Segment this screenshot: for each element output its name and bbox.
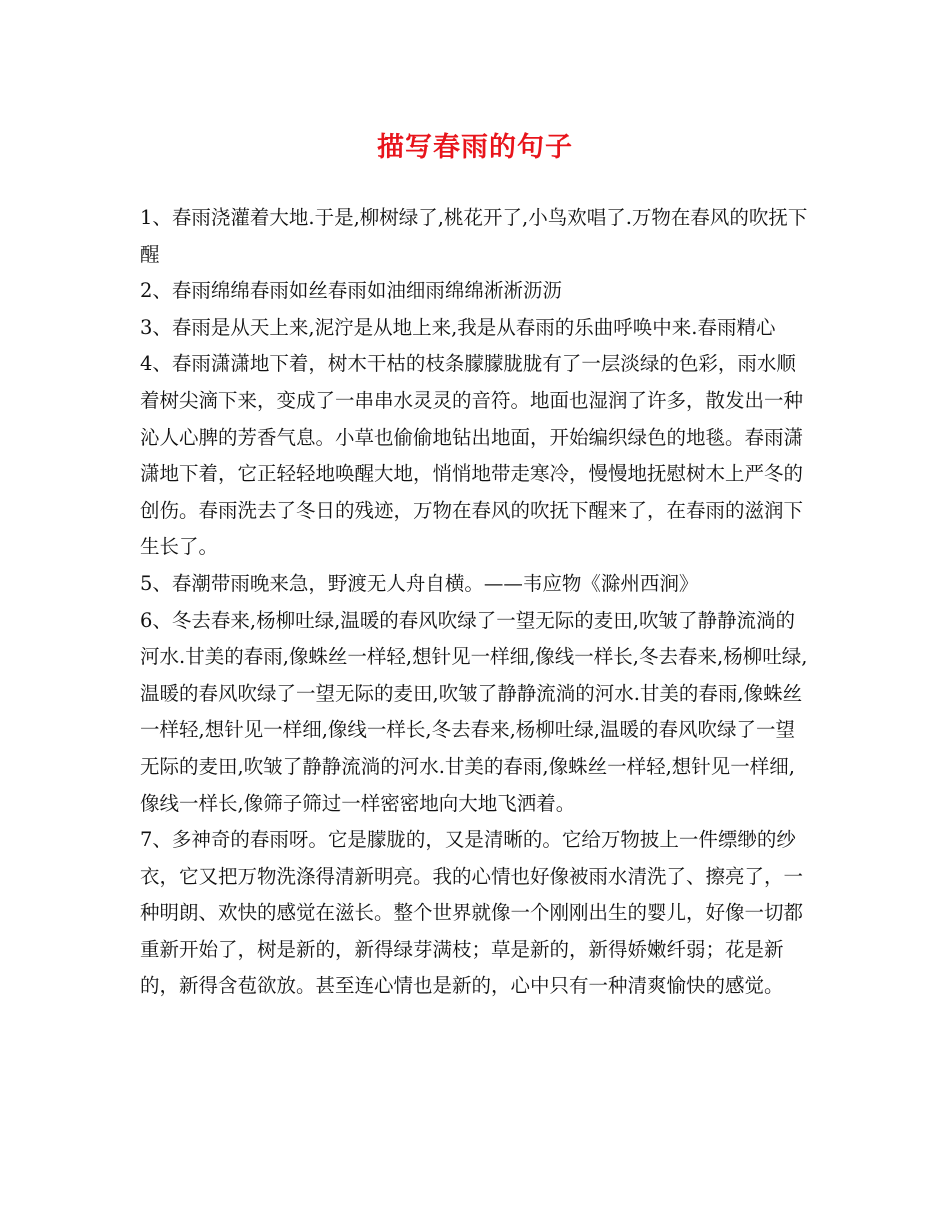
- paragraph-2: 2、春雨绵绵春雨如丝春雨如油细雨绵绵淅淅沥沥: [140, 279, 562, 303]
- document-body: [140, 200, 812, 1005]
- paragraph-1: 1、春雨浇灌着大地.于是,柳树绿了,桃花开了,小鸟欢唱了.万物在春风的吹抚下醒: [140, 206, 808, 266]
- paragraph-6: 6、冬去春来,杨柳吐绿,温暖的春风吹绿了一望无际的麦田,吹皱了静静流淌的河水.甘美的春雨,像蛛丝一样轻,想针见一样细,像线一样长,冬去春来,杨柳吐绿,温暖的春风吹绿了一望无际的麦田,吹皱了静静流淌的河水.甘美的春雨,像蛛丝一样轻,想针见一样细,像线一样长,冬去春来,杨柳吐绿,温暖的春风吹绿了一望无际的麦田,吹皱了静静流淌的河水.甘美的春雨,像蛛丝一样轻,想针见一样细,像线一样长,像筛子筛过一样密密地向大地飞洒着。: [140, 608, 808, 815]
- paragraph-3: 3、春雨是从天上来,泥泞是从地上来,我是从春雨的乐曲呼唤中来.春雨精心: [140, 315, 776, 339]
- paragraph-4: 4、春雨潇潇地下着，树木干枯的枝条朦朦胧胧有了一层淡绿的色彩，雨水顺着树尖滴下来，变成了一串串水灵灵的音符。地面也湿润了许多，散发出一种沁人心脾的芳香气息。小草也偷偷地钻出地面，开始编织绿色的地毯。春雨潇潇地下着，它正轻轻地唤醒大地，悄悄地带走寒冷，慢慢地抚慰树木上严冬的创伤。春雨洗去了冬日的残迹，万物在春风的吹抚下醒来了，在春雨的滋润下生长了。: [140, 352, 804, 559]
- paragraph-7: 7、多神奇的春雨呀。它是朦胧的，又是清晰的。它给万物披上一件缥缈的纱衣，它又把万物洗涤得清新明亮。我的心情也好像被雨水清洗了、擦亮了，一种明朗、欢快的感觉在滋长。整个世界就像一个刚刚出生的婴儿，好像一切都重新开始了，树是新的，新得绿芽满枝；草是新的，新得娇嫩纤弱；花是新的，新得含苞欲放。甚至连心情也是新的，心中只有一种清爽愉快的感觉。: [140, 828, 804, 998]
- document-title: 描写春雨的句子: [377, 132, 573, 163]
- paragraph-5: 5、春潮带雨晚来急，野渡无人舟自横。——韦应物《滁州西涧》: [140, 571, 699, 595]
